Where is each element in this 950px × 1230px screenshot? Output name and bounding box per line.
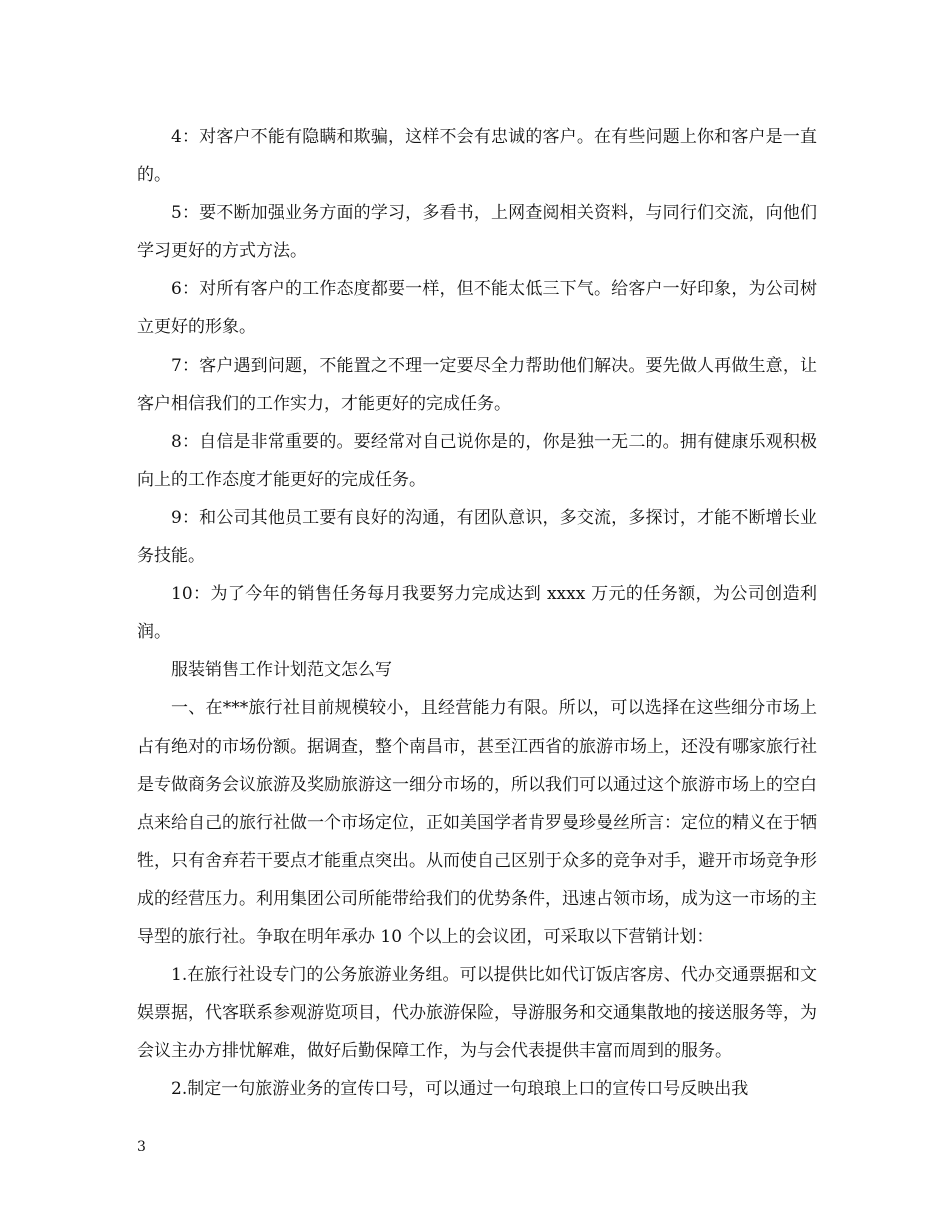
section-heading: 服装销售工作计划范文怎么写 bbox=[171, 660, 392, 681]
paragraph-section-one: 一、在***旅行社目前规模较小，且经营能力有限。所以，可以选择在这些细分市场上占有绝对的市场份额。据调查，整个南昌市，甚至江西省的旅游市场上，还没有哪家旅行社是专做商务会议旅游及奖励旅游这一细分市场的，所以我们可以通过这个旅游市场上的空白点来给自己的旅行社做一个市场定位，正如美国学者肯罗曼珍曼丝所言：定位的精义在于牺牲，只有舍弃若干要点才能重点突出。从而使自己区别于众多的竞争对手，避开市场竞争形成的经营压力。利用集团公司所能带给我们的优势条件，迅速占领市场，成为这一市场的主导型的旅行社。争取在明年承办 10 个以上的会议团，可采取以下营销计划： bbox=[137, 698, 817, 947]
document-body bbox=[137, 118, 817, 1108]
paragraph-7: 7：客户遇到问题，不能置之不理一定要尽全力帮助他们解决。要先做人再做生意，让客户相信我们的工作实力，才能更好的完成任务。 bbox=[137, 355, 817, 414]
paragraph-6: 6：对所有客户的工作态度都要一样，但不能太低三下气。给客户一好印象，为公司树立更好的形象。 bbox=[137, 279, 817, 338]
paragraph-item-2: 2.制定一句旅游业务的宣传口号，可以通过一句琅琅上口的宣传口号反映出我 bbox=[171, 1079, 749, 1100]
paragraph-9: 9：和公司其他员工要有良好的沟通，有团队意识，多交流，多探讨，才能不断增长业务技能。 bbox=[137, 507, 817, 567]
page-number: 3 bbox=[137, 1139, 146, 1155]
paragraph-4: 4：对客户不能有隐瞒和欺骗，这样不会有忠诚的客户。在有些问题上你和客户是一直的。 bbox=[137, 127, 817, 186]
paragraph-10: 10：为了今年的销售任务每月我要努力完成达到 xxxx 万元的任务额，为公司创造利润。 bbox=[137, 584, 817, 643]
paragraph-item-1: 1.在旅行社设专门的公务旅游业务组。可以提供比如代订饭店客房、代办交通票据和文娱票据，代客联系参观游览项目，代办旅游保险，导游服务和交通集散地的接送服务等，为会议主办方排忧解难，做好后勤保障工作，为与会代表提供丰富而周到的服务。 bbox=[137, 965, 817, 1062]
paragraph-5: 5：要不断加强业务方面的学习，多看书，上网查阅相关资料，与同行们交流，向他们学习更好的方式方法。 bbox=[137, 203, 817, 262]
paragraph-8: 8：自信是非常重要的。要经常对自己说你是的，你是独一无二的。拥有健康乐观积极向上的工作态度才能更好的完成任务。 bbox=[137, 431, 817, 490]
